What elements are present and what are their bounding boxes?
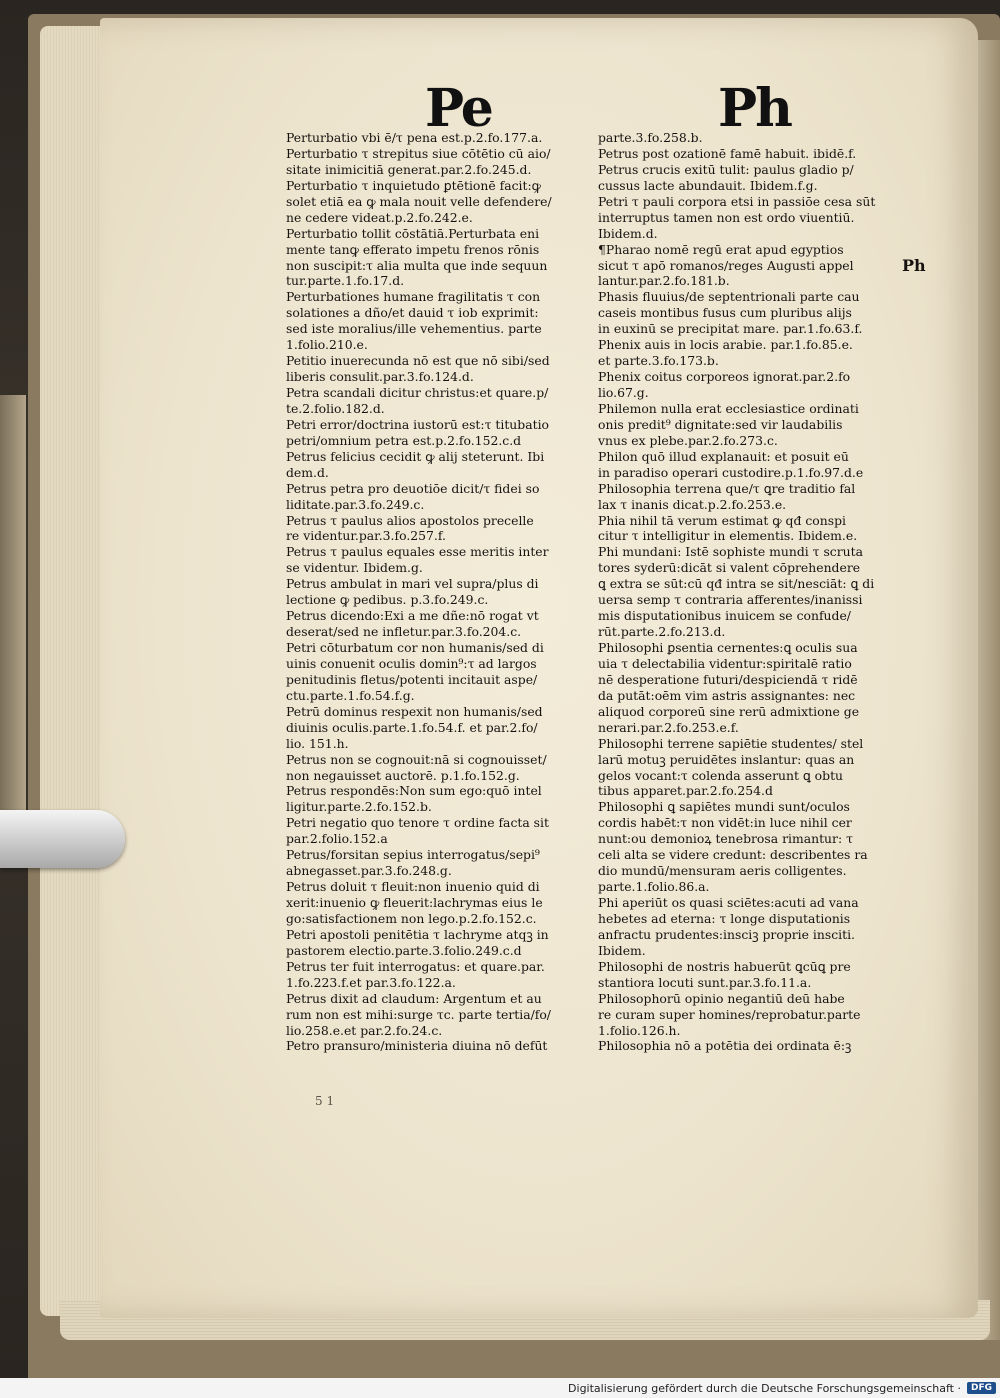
text-line: rum non est mihi:surge τc. parte tertia/fo/ (286, 1006, 551, 1022)
text-line: Phenix auis in locis arabie. par.1.fo.85.e. (598, 337, 853, 353)
text-line: lax τ inanis dicat.p.2.fo.253.e. (598, 496, 787, 512)
text-line: Phenix coitus corporeos ignorat.par.2.fo (598, 369, 851, 385)
text-line: Phia nihil tā verum estimat ꝙ qđ conspi (598, 512, 846, 528)
text-line: Perturbatio τ strepitus siue cōtētio cū aio/ (286, 145, 551, 161)
text-line: Petri apostoli penitētia τ lachryme atqꝫ in (286, 926, 549, 942)
text-line: sitate inimicitiā generat.par.2.fo.245.d. (286, 161, 532, 177)
text-line: da putāt:oēm vim astris assignantes: nec (598, 687, 856, 703)
text-line: Petri error/doctrina iustorū est:τ titubatio (286, 416, 549, 432)
footer-text: Digitalisierung gefördert durch die Deutsche Forschungsgemeinschaft (568, 1381, 954, 1395)
text-line: solet etiā ea ꝙ mala nouit velle defendere/ (286, 193, 552, 209)
text-line: Phi aperiūt os quasi sciētes:acuti ad vana (598, 895, 859, 910)
text-line: Petrus doluit τ fleuit:non inuenio quid di (286, 879, 540, 895)
text-line: Philosophia nō a potētia dei ordinata ē:ꝫ (598, 1038, 852, 1054)
text-line: dem.d. (286, 464, 329, 480)
text-line: sed iste moralius/ille vehementius. parte (286, 321, 542, 337)
text-line: mis disputationibus inuicem se confude/ (598, 608, 851, 624)
text-line: Petrus/forsitan sepius interrogatus/sepi⁹ (286, 847, 540, 863)
text-line: nē desperatione futuri/despiciendā τ ridē (598, 671, 858, 687)
text-line: et parte.3.fo.173.b. (598, 353, 719, 369)
text-line: Philemon nulla erat ecclesiastice ordinati (598, 400, 859, 416)
text-line: interruptus tamen non est ordo viuentiū. (598, 209, 855, 225)
text-line: Ibidem. (598, 942, 646, 958)
text-line: in paradiso operari custodire.p.1.fo.97.d.e (598, 464, 864, 480)
text-line: Ibidem.d. (598, 225, 658, 241)
text-line: non negauisset auctorē. p.1.fo.152.g. (286, 767, 520, 783)
text-line: nunt:ou demonioꝝ tenebrosa rimantur: τ (598, 831, 853, 847)
text-line: gelos vocant:τ colenda asserunt ꝗ obtu (598, 767, 844, 783)
text-line: stantiora locuti sunt.par.3.fo.11.a. (598, 974, 812, 990)
text-line: deserat/sed ne infletur.par.3.fo.204.c. (286, 624, 522, 640)
text-line: lantur.par.2.fo.181.b. (598, 273, 730, 289)
text-line: non suscipit:τ alia multa que inde sequun (286, 257, 548, 273)
text-line: Phi mundani: Istē sophiste mundi τ scruta (598, 544, 864, 560)
text-line: Philosophi ꝗ sapiētes mundi sunt/oculos (598, 799, 850, 815)
text-line: uia τ delectabilia videntur:spiritalē ratio (598, 655, 852, 671)
text-line: onis predit⁹ dignitate:sed vir laudabilis (598, 416, 843, 432)
text-line: caseis montibus fusus cum pluribus alijs (598, 305, 852, 321)
text-line: lio. 151.h. (286, 735, 349, 751)
text-line: cordis habēt:τ non vidēt:in luce nihil cer (598, 815, 852, 831)
text-line: Petrus ter fuit interrogatus: et quare.par. (286, 958, 545, 974)
text-line: Petri τ pauli corpora etsi in passiōe cesa sūt (598, 193, 876, 209)
text-line: par.2.folio.152.a (286, 831, 388, 847)
text-line: anfractu prudentes:insciꝫ proprie insciti. (598, 926, 855, 942)
text-line: ne cedere videat.p.2.fo.242.e. (286, 209, 473, 225)
text-line: Perturbationes humane fragilitatis τ con (286, 289, 541, 305)
text-line: xerit:inuenio ꝙ fleuerit:lachrymas eius le (286, 895, 543, 910)
text-line: Petrus felicius cecidit ꝙ alij steterunt. Ibi (286, 448, 545, 464)
text-line: abnegasset.par.3.fo.248.g. (286, 863, 452, 879)
text-line: lio.258.e.et par.2.fo.24.c. (286, 1022, 443, 1038)
text-line: larū motuꝫ peruidētes inslantur: quas an (598, 751, 855, 767)
text-line: Petitio inuerecunda nō est que nō sibi/sed (286, 353, 550, 369)
heading-left: Pe (425, 78, 492, 139)
text-line: sicut τ apō romanos/reges Augusti appel (598, 257, 854, 273)
text-line: ctu.parte.1.fo.54.f.g. (286, 687, 415, 703)
text-line: ¶Pharao nomē regū erat apud egyptios (598, 241, 844, 257)
text-line: parte.3.fo.258.b. (598, 130, 703, 145)
text-line: Petrus ambulat in mari vel supra/plus di (286, 576, 539, 592)
text-line: vnus ex plebe.par.2.fo.273.c. (598, 432, 778, 448)
text-line: ꝗ extra se sūt:cū qđ intra se sit/nesciāt: ꝗ di (598, 576, 875, 592)
text-line: Petrus petra pro deuotiōe dicit/τ fidei so (286, 480, 540, 496)
text-line: lectione ꝙ pedibus. p.3.fo.249.c. (286, 592, 489, 608)
text-line: uersa semp τ contraria afferentes/inanissi (598, 592, 863, 608)
text-line: mente tanꝙ efferato impetu frenos rōnis (286, 241, 540, 257)
text-line: in euxinū se precipitat mare. par.1.fo.63.f. (598, 321, 863, 337)
text-line: Petrus crucis exitū tulit: paulus gladio p/ (598, 161, 854, 177)
text-line: uinis conuenit oculis domin⁹:τ ad largos (286, 655, 537, 671)
footer-separator: · (953, 1381, 961, 1395)
text-line: penitudinis fletus/potenti incitauit aspe/ (286, 671, 538, 687)
text-line: solationes a dño/et dauid τ iob exprimit: (286, 305, 539, 321)
text-line: Petrus τ paulus equales esse meritis inter (286, 544, 549, 560)
text-line: se videntur. Ibidem.g. (286, 560, 423, 576)
text-line: tur.parte.1.fo.17.d. (286, 273, 405, 289)
text-line: go:satisfactionem non lego.p.2.fo.152.c. (286, 910, 537, 926)
page-holder-clip (0, 810, 125, 868)
text-line: aliquod corporeū sine rerū admixtione ge (598, 703, 860, 719)
text-line: tores syderū:dicāt si valent cōprehendere (598, 560, 861, 576)
text-line: Philosophi terrene sapiētie studentes/ stel (598, 735, 864, 751)
text-line: cussus lacte abundauit. Ibidem.f.g. (598, 177, 818, 193)
text-line: tibus apparet.par.2.fo.254.d (598, 783, 773, 799)
text-line: hebetes ad eterna: τ longe disputationis (598, 910, 851, 926)
text-line: dio mundū/mensuram aeris colligentes. (598, 863, 847, 879)
text-line: Perturbatio τ inquietudo ꝑtētionē facit:ꝙ (286, 177, 541, 193)
text-line: Petrus respondēs:Non sum ego:quō intel (286, 783, 542, 799)
text-line: petri/omnium petra est.p.2.fo.152.c.d (286, 432, 522, 448)
text-line: Petrus dixit ad claudum: Argentum et au (286, 990, 542, 1006)
text-line: 1.folio.210.e. (286, 337, 368, 353)
text-line: pastorem electio.parte.3.folio.249.c.d (286, 942, 522, 958)
text-line: liditate.par.3.fo.249.c. (286, 496, 425, 512)
text-line: rūt.parte.2.fo.213.d. (598, 624, 726, 640)
text-line: parte.1.folio.86.a. (598, 879, 710, 895)
text-line: liberis consulit.par.3.fo.124.d. (286, 369, 474, 385)
text-line: Philosophorū opinio negantiū deū habe (598, 990, 845, 1006)
left-text-column (286, 130, 578, 1054)
text-line: Philosophia terrena que/τ ꝗre traditio fal (598, 480, 856, 496)
text-line: Petri negatio quo tenore τ ordine facta sit (286, 815, 549, 831)
right-text-column (598, 130, 890, 1054)
text-line: Petrus dicendo:Exi a me dñe:nō rogat vt (286, 608, 539, 624)
text-line: 1.folio.126.h. (598, 1022, 681, 1038)
text-line: 1.fo.223.f.et par.3.fo.122.a. (286, 974, 456, 990)
text-line: diuinis oculis.parte.1.fo.54.f. et par.2.fo/ (286, 719, 538, 735)
footer-bar (0, 1378, 1000, 1398)
text-line: citur τ intelligitur in elementis. Ibidem.e. (598, 528, 858, 544)
text-line: Perturbatio tollit cōstātiā.Perturbata eni (286, 225, 540, 241)
pencil-mark: 5 1 (315, 1094, 335, 1108)
text-line: Petro pransuro/ministeria diuina nō defūt (286, 1038, 548, 1054)
text-line: celi alta se videre credunt: describentes ra (598, 847, 868, 863)
text-line: Philosophi ꝑsentia cernentes:ꝗ oculis sua (598, 640, 858, 655)
text-line: re curam super homines/reprobatur.parte (598, 1006, 861, 1022)
margin-note: Ph (902, 256, 926, 275)
text-line: Petrus τ paulus alios apostolos precelle (286, 512, 534, 528)
text-line: ligitur.parte.2.fo.152.b. (286, 799, 432, 815)
text-line: nerari.par.2.fo.253.e.f. (598, 719, 739, 735)
text-line: Philon quō illud explanauit: et posuit eū (598, 448, 849, 464)
text-line: Petrū dominus respexit non humanis/sed (286, 703, 543, 719)
dfg-logo: DFG (967, 1382, 996, 1394)
text-line: te.2.folio.182.d. (286, 400, 385, 416)
text-line: Petra scandali dicitur christus:et quare.p/ (286, 385, 549, 400)
text-line: Petri cōturbatum cor non humanis/sed di (286, 640, 544, 655)
text-line: Phasis fluuius/de septentrionali parte cau (598, 289, 860, 305)
text-line: Petrus non se cognouit:nā si cognouisset/ (286, 751, 547, 767)
text-line: lio.67.g. (598, 385, 649, 400)
book-support (0, 395, 26, 865)
text-line: re videntur.par.3.fo.257.f. (286, 528, 446, 544)
heading-right: Ph (718, 78, 791, 139)
text-line: Philosophi de nostris habuerūt ꝗcūꝗ pre (598, 958, 851, 974)
text-line: Petrus post ozationē famē habuit. ibidē.f. (598, 145, 857, 161)
text-line: Perturbatio vbi ē/τ pena est.p.2.fo.177.a. (286, 130, 543, 145)
